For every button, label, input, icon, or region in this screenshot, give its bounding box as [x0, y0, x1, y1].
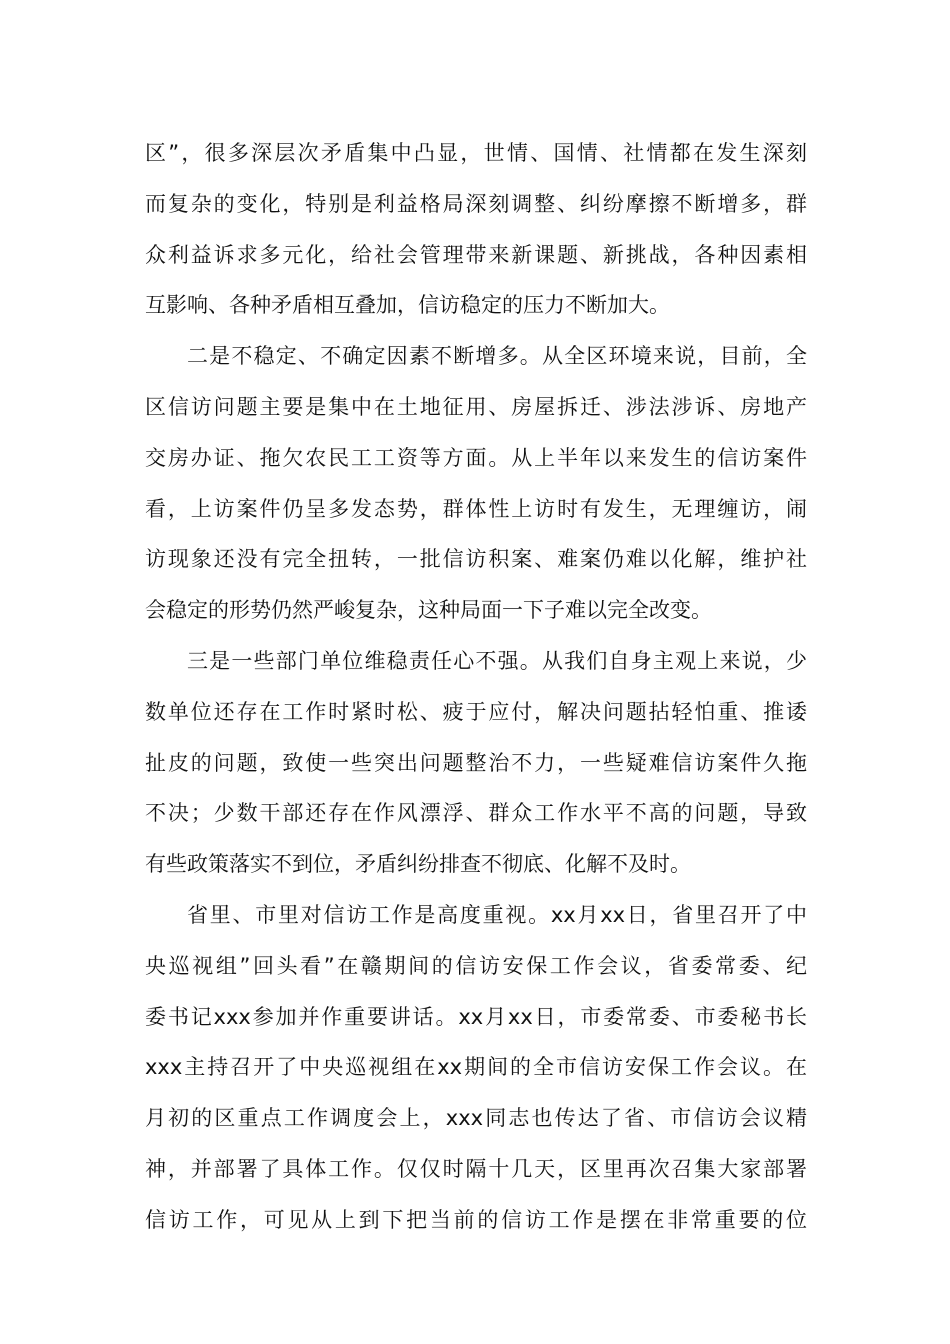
- text-line: 神，并部署了具体工作。仅仅时隔十几天，区里再次召集大家部署: [145, 1156, 807, 1181]
- text-line: 众利益诉求多元化，给社会管理带来新课题、新挑战，各种因素相: [145, 242, 807, 267]
- text-line: 看，上访案件仍呈多发态势，群体性上访时有发生，无理缠访，闹: [145, 496, 807, 521]
- text-line: 有些政策落实不到位，矛盾纠纷排查不彻底、化解不及时。: [145, 852, 691, 877]
- text-line: 访现象还没有完全扭转，一批信访积案、难案仍难以化解，维护社: [145, 547, 807, 572]
- text-line: 不决；少数干部还存在作风漂浮、群众工作水平不高的问题，导致: [145, 801, 807, 826]
- text-line: 二是不稳定、不确定因素不断增多。从全区环境来说，目前，全: [187, 344, 807, 369]
- text-line: 交房办证、拖欠农民工工资等方面。从上半年以来发生的信访案件: [145, 445, 807, 470]
- text-line: 月初的区重点工作调度会上，xxx同志也传达了省、市信访会议精: [145, 1106, 807, 1131]
- text-line: 数单位还存在工作时紧时松、疲于应付，解决问题拈轻怕重、推诿: [145, 699, 807, 724]
- text-line: 三是一些部门单位维稳责任心不强。从我们自身主观上来说，少: [187, 648, 807, 673]
- text-line: 会稳定的形势仍然严峻复杂，这种局面一下子难以完全改变。: [145, 598, 712, 623]
- text-line: 省里、市里对信访工作是高度重视。xx月xx日，省里召开了中: [187, 902, 807, 927]
- text-line: 扯皮的问题，致使一些突出问题整治不力，一些疑难信访案件久拖: [145, 750, 807, 775]
- text-line: 委书记xxx参加并作重要讲话。xx月xx日，市委常委、市委秘书长: [145, 1004, 807, 1029]
- document-body: [145, 128, 807, 1246]
- text-line: 信访工作，可见从上到下把当前的信访工作是摆在非常重要的位: [145, 1207, 807, 1232]
- text-line: 区”，很多深层次矛盾集中凸显，世情、国情、社情都在发生深刻: [145, 141, 807, 165]
- text-line: 央巡视组”回头看”在赣期间的信访安保工作会议，省委常委、纪: [145, 953, 807, 978]
- text-line: 区信访问题主要是集中在土地征用、房屋拆迁、涉法涉诉、房地产: [145, 394, 807, 419]
- text-line: xxx主持召开了中央巡视组在xx期间的全市信访安保工作会议。在: [145, 1055, 807, 1080]
- text-line: 而复杂的变化，特别是利益格局深刻调整、纠纷摩擦不断增多，群: [145, 191, 807, 216]
- text-line: 互影响、各种矛盾相互叠加，信访稳定的压力不断加大。: [145, 293, 670, 318]
